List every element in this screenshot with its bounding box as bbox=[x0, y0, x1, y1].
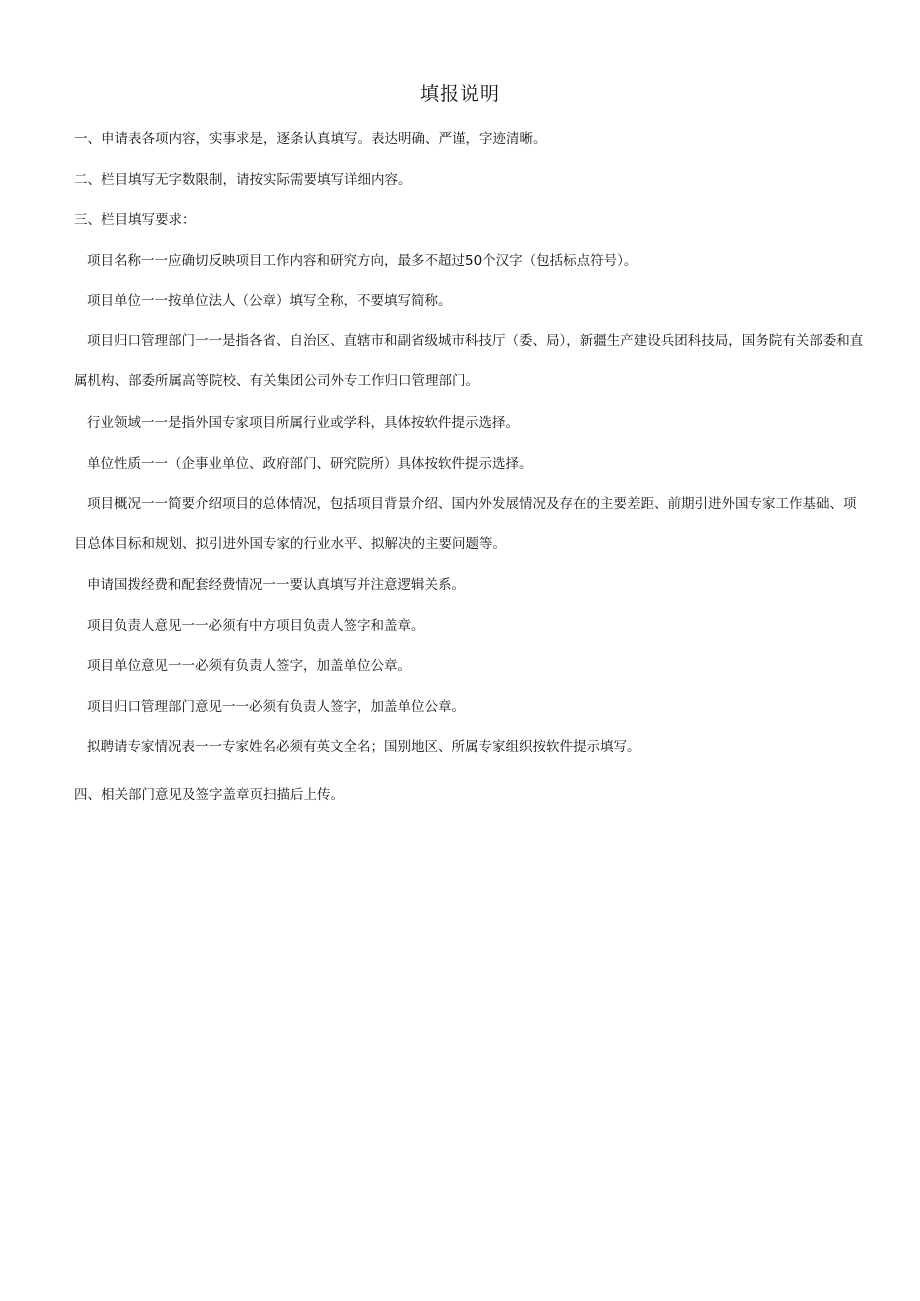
requirement-unit-nature: 单位性质一一（企事业单位、政府部门、研究院所）具体按软件提示选择。 bbox=[87, 456, 533, 472]
requirement-expert-table: 拟聘请专家情况表一一专家姓名必须有英文全名；国别地区、所属专家组织按软件提示填写。 bbox=[87, 739, 641, 755]
document-title: 填报说明 bbox=[419, 83, 500, 105]
requirement-project-name: 项目名称一一应确切反映项目工作内容和研究方向，最多不超过50个汉字（包括标点符号）。 bbox=[87, 253, 638, 269]
instruction-item-1: 一、申请表各项内容，实事求是，逐条认真填写。表达明确、严谨，字迹清晰。 bbox=[74, 131, 547, 147]
instruction-item-2: 二、栏目填写无字数限制，请按实际需要填写详细内容。 bbox=[74, 172, 412, 188]
requirement-industry-field: 行业领域一一是指外国专家项目所属行业或学科，具体按软件提示选择。 bbox=[87, 415, 519, 431]
requirement-unit-opinion: 项目单位意见一一必须有负责人签字，加盖单位公章。 bbox=[87, 658, 411, 674]
requirement-funding: 申请国拨经费和配套经费情况一一要认真填写并注意逻辑关系。 bbox=[87, 577, 465, 593]
requirement-leader-opinion: 项目负责人意见一一必须有中方项目负责人签字和盖章。 bbox=[87, 618, 425, 634]
requirement-management-department: 项目归口管理部门一一是指各省、自治区、直辖市和副省级城市科技厅（委、局），新疆生产建设兵团科技局，国务院有关部委和直属机构、部委所属高等院校、有关集团公司外专工作归口管理部门。 bbox=[74, 333, 864, 389]
requirement-project-overview: 项目概况一一简要介绍项目的总体情况，包括项目背景介绍、国内外发展情况及存在的主要差距、前期引进外国专家工作基础、项目总体目标和规划、拟引进外国专家的行业水平、拟解决的主要问题等。 bbox=[74, 496, 857, 552]
instruction-item-4: 四、相关部门意见及签字盖章页扫描后上传。 bbox=[74, 787, 344, 803]
requirement-project-unit: 项目单位一一按单位法人（公章）填写全称，不要填写简称。 bbox=[87, 293, 452, 309]
requirement-department-opinion: 项目归口管理部门意见一一必须有负责人签字，加盖单位公章。 bbox=[87, 699, 465, 715]
instruction-item-3: 三、栏目填写要求： bbox=[74, 212, 196, 228]
